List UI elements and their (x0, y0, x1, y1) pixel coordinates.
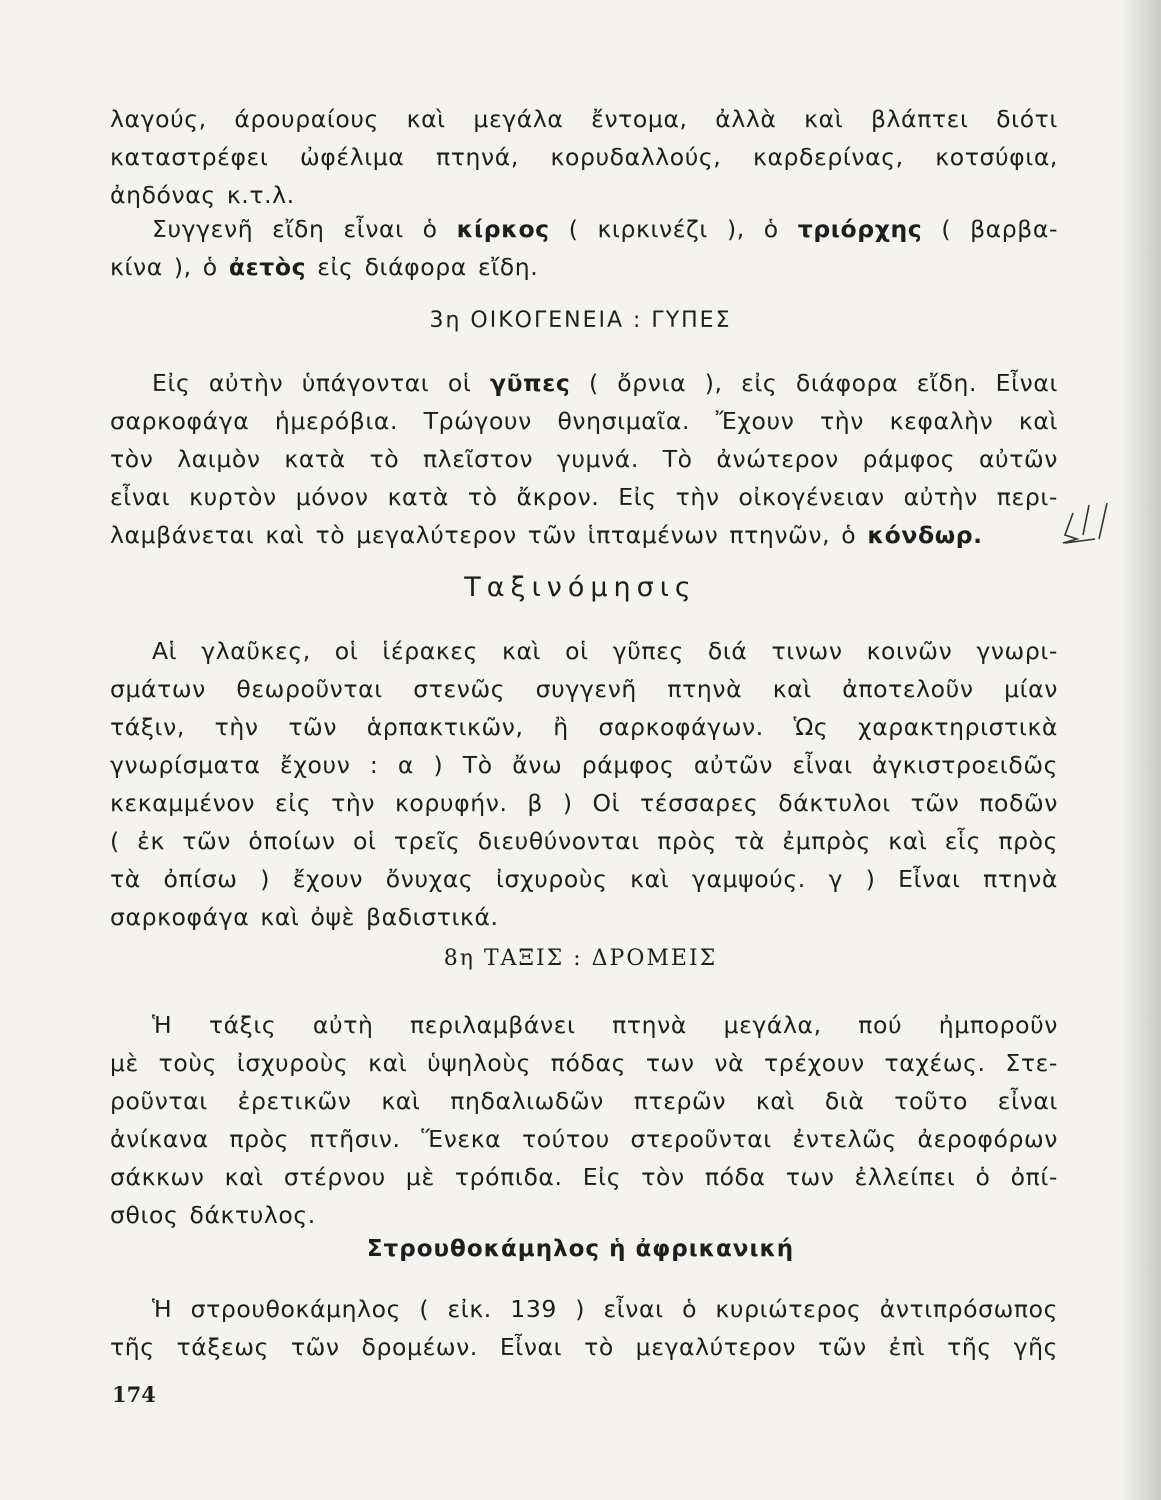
paragraph-6 (110, 1290, 1058, 1366)
text-line: σμάτων θεωροῦνται στενῶς συγγενῆ πτηνὰ καὶ ἀποτελοῦν μίαν (110, 675, 1058, 703)
handwritten-mark-icon (1055, 495, 1125, 555)
text-line: σθιος δάκτυλος. (110, 1201, 316, 1229)
term-aetos: ἀετὸς (228, 253, 307, 281)
section-heading-family-3: 3η ΟΙΚΟΓΕΝΕΙΑ : ΓΥΠΕΣ (429, 308, 732, 333)
section-heading-order-8: 8η ΤΑΞΙΣ : ΔΡΟΜΕΙΣ (443, 946, 718, 971)
text-line: Ἡ στρουθοκάμηλος ( εἰκ. 139 ) εἶναι ὁ κυριώτερος ἀντιπρόσωπος (152, 1295, 1058, 1323)
section-heading-classification: Ταξινόμησις (464, 572, 697, 603)
text-line: ροῦνται ἐρετικῶν καὶ πηδαλιωδῶν πτερῶν καὶ διὰ τοῦτο εἶναι (110, 1087, 1058, 1115)
text-line: Ἡ τάξις αὐτὴ περιλαμβάνει πτηνὰ μεγάλα, πού ἠμποροῦν (152, 1011, 1058, 1039)
text-line: καταστρέφει ὠφέλιμα πτηνά, κορυδαλλούς, καρδερίνας, κοτσύφια, (110, 143, 1058, 171)
term-kondor: κόνδωρ. (867, 521, 983, 549)
text-line: Συγγενῆ εἴδη εἶναι ὁ κίρκος ( κιρκινέζι ), ὁ τριόρχης ( βαρβα- (152, 215, 1059, 243)
paragraph-5 (110, 1006, 1058, 1234)
term-triorchis: τριόρχης (797, 215, 923, 243)
text-line: Αἱ γλαῦκες, οἱ ἱέρακες καὶ οἱ γῦπες διά τινων κοινῶν γνωρι- (152, 637, 1058, 665)
text-line: σάκκων καὶ στέρνου μὲ τρόπιδα. Εἰς τὸν πόδα των ἐλλείπει ὁ ὀπί- (110, 1163, 1058, 1191)
text-line: τὸν λαιμὸν κατὰ τὸ πλεῖστον γυμνά. Τὸ ἀνώτερον ράμφος αὐτῶν (110, 445, 1058, 473)
text-line: τῆς τάξεως τῶν δρομέων. Εἶναι τὸ μεγαλύτερον τῶν ἐπὶ τῆς γῆς (110, 1333, 1058, 1361)
text-line: κεκαμμένον εἰς τὴν κορυφήν. β ) Οἱ τέσσαρες δάκτυλοι τῶν ποδῶν (110, 789, 1058, 817)
paragraph-1 (110, 100, 1058, 214)
paragraph-3 (110, 364, 1058, 554)
text-line: σαρκοφάγα ἡμερόβια. Τρώγουν θνησιμαῖα. Ἔχουν τὴν κεφαλὴν καὶ (110, 407, 1058, 435)
text-line: τὰ ὀπίσω ) ἔχουν ὄνυχας ἰσχυροὺς καὶ γαμψούς. γ ) Εἶναι πτηνὰ (110, 865, 1058, 893)
text-line: σαρκοφάγα καὶ ὀψὲ βαδιστικά. (110, 903, 499, 931)
text-line: λαμβάνεται καὶ τὸ μεγαλύτερον τῶν ἱπταμένων πτηνῶν, ὁ κόνδωρ. (110, 521, 983, 549)
text-line: ἀνίκανα πρὸς πτῆσιν. Ἕνεκα τούτου στεροῦνται ἐντελῶς ἀεροφόρων (110, 1125, 1058, 1153)
text-line: Εἰς αὐτὴν ὑπάγονται οἱ γῦπες ( ὄρνια ), εἰς διάφορα εἴδη. Εἶναι (152, 369, 1058, 397)
text-line: κίνα ), ὁ ἀετὸς εἰς διάφορα εἴδη. (110, 253, 539, 281)
text-line: ( ἐκ τῶν ὁποίων οἱ τρεῖς διευθύνονται πρὸς τὰ ἐμπρὸς καὶ εἷς πρὸς (110, 827, 1058, 855)
section-heading-ostrich: Στρουθοκάμηλος ἡ ἀφρικανική (366, 1236, 795, 1262)
text-line: εἶναι κυρτὸν μόνον κατὰ τὸ ἄκρον. Εἰς τὴν οἰκογένειαν αὐτὴν περι- (110, 483, 1058, 511)
text-line: λαγούς, άρουραίους καὶ μεγάλα ἔντομα, ἀλλὰ καὶ βλάπτει διότι (110, 105, 1058, 133)
page-number: 174 (112, 1382, 156, 1407)
term-kirkos: κίρκος (456, 215, 550, 243)
term-gypes: γῦπες (489, 369, 571, 397)
text-line: μὲ τοὺς ἰσχυροὺς καὶ ὑψηλοὺς πόδας των νὰ τρέχουν ταχέως. Στε- (110, 1049, 1058, 1077)
text-line: τάξιν, τὴν τῶν ἁρπακτικῶν, ἢ σαρκοφάγων. Ὡς χαρακτηριστικὰ (110, 713, 1058, 741)
paragraph-4 (110, 632, 1058, 936)
text-line: ἀηδόνας κ.τ.λ. (110, 181, 295, 209)
text-line: γνωρίσματα ἔχουν : α ) Τὸ ἄνω ράμφος αὐτῶν εἶναι ἀγκιστροειδῶς (110, 751, 1058, 779)
paragraph-2 (110, 210, 1058, 286)
